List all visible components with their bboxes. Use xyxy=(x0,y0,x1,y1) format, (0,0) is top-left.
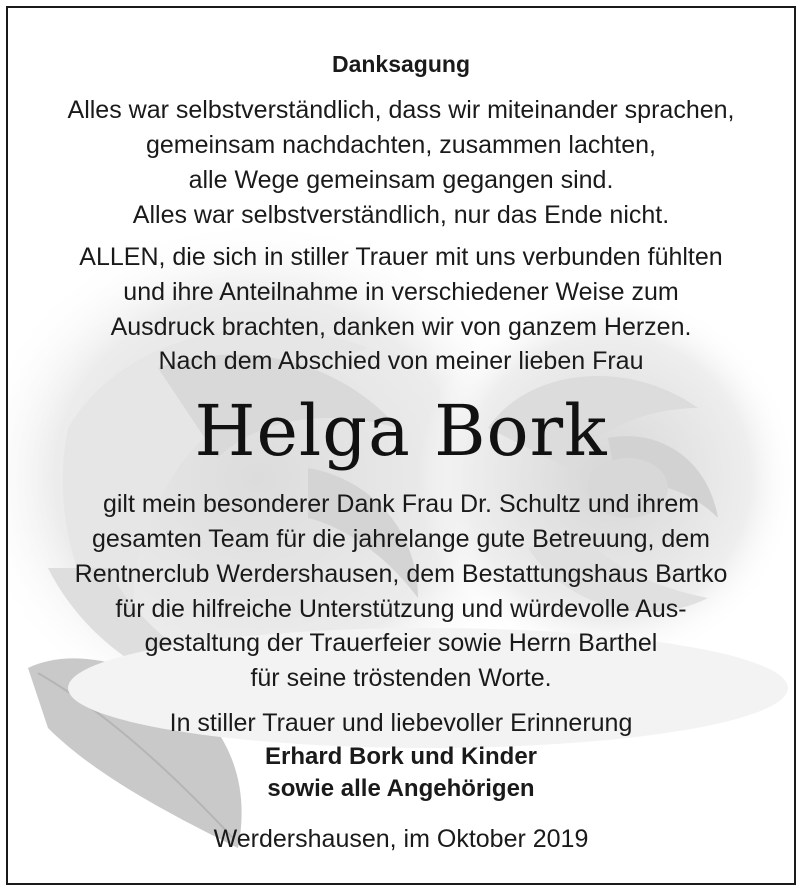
thanks-body-line: für seine tröstenden Worte. xyxy=(250,664,552,692)
thanks-body-line: Rentnerclub Werdershausen, dem Bestattungshaus Bartko xyxy=(74,560,728,588)
heading: Danksagung xyxy=(331,51,471,77)
thanks-intro-line: Nach dem Abschied von meiner lieben Frau xyxy=(158,347,644,375)
deceased-name: Helga Bork xyxy=(194,390,608,472)
poem-line: Alles war selbstverständlich, nur das Ende nicht. xyxy=(132,201,670,229)
signatory: sowie alle Angehörigen xyxy=(267,775,535,802)
place-date: Werdershausen, im Oktober 2019 xyxy=(213,825,589,853)
poem-line: gemeinsam nachdachten, zusammen lachten, xyxy=(145,131,656,159)
thanks-body-line: gesamten Team für die jahrelange gute Betreuung, dem xyxy=(92,525,710,553)
closing-line: In stiller Trauer und liebevoller Erinnerung xyxy=(169,709,633,737)
thanks-intro-line: ALLEN, die sich in stiller Trauer mit uns verbunden fühlten xyxy=(79,243,723,271)
poem-line: alle Wege gemeinsam gegangen sind. xyxy=(188,166,614,194)
thanks-body-line: für die hilfreiche Unterstützung und würdevolle Aus- xyxy=(115,595,687,623)
poem-line: Alles war selbstverständlich, dass wir miteinander sprachen, xyxy=(67,96,735,124)
thanks-body-line: gilt mein besonderer Dank Frau Dr. Schultz und ihrem xyxy=(102,490,700,518)
signatory: Erhard Bork und Kinder xyxy=(264,743,538,770)
obituary-card xyxy=(6,6,796,885)
thanks-body-line: gestaltung der Trauerfeier sowie Herrn Barthel xyxy=(144,629,658,657)
obituary-text xyxy=(8,8,794,883)
thanks-intro-line: und ihre Anteilnahme in verschiedener Weise zum xyxy=(123,278,679,306)
thanks-intro-line: Ausdruck brachten, danken wir von ganzem Herzen. xyxy=(110,313,692,341)
